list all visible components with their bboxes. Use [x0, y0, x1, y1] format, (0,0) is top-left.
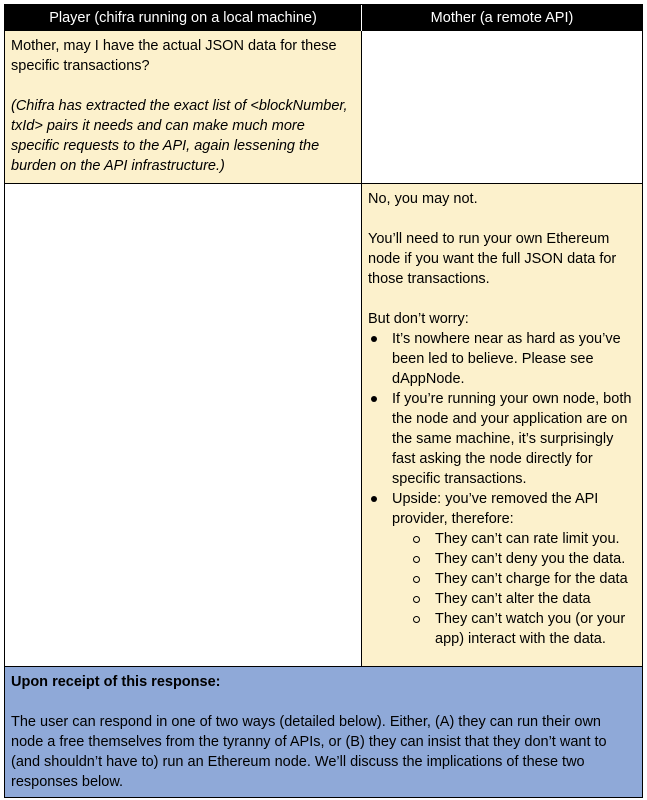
list-item: It’s nowhere near as hard as you’ve been led to believe. Please see dAppNode. — [392, 331, 621, 387]
mother-reassure-text: But don’t worry: — [368, 311, 469, 327]
response-summary-cell — [5, 667, 642, 797]
sub-list-item: They can’t alter the data — [435, 591, 591, 607]
upside-sublist — [392, 529, 636, 649]
player-request-text: Mother, may I have the actual JSON data for these specific transactions? — [11, 38, 337, 74]
column-divider — [361, 31, 362, 666]
list-item: Upside: you’ve removed the API provider, therefore: They can’t can rate limit you. They can’t deny you the data. They can’t charge for the data They can’t alter the data They can’t watch you (or your app) interact with the data. — [368, 489, 636, 649]
player-request-cell — [5, 31, 361, 183]
summary-heading: Upon receipt of this response: — [11, 674, 221, 690]
sub-list-item: They can’t charge for the data — [435, 571, 628, 587]
dialogue-table — [4, 4, 643, 798]
row-divider — [5, 183, 642, 184]
sub-list-item: They can’t watch you (or your app) interact with the data. — [435, 611, 626, 647]
player-note-text: (Chifra has extracted the exact list of <blockNumber, txId> pairs it needs and can make much more specific requests to the API, again lessening the burden on the API infrastructure.) — [11, 98, 348, 174]
summary-body: The user can respond in one of two ways (detailed below). Either, (A) they can run their own node a free themselves from the tyranny of APIs, or (B) they can insist that they don’t want to (and shouldn’t have to) run an Ethereum node. We’ll discuss the implications of these two responses below. — [11, 714, 607, 790]
mother-empty-cell — [362, 31, 642, 183]
header-mother: Mother (a remote API) — [362, 5, 642, 31]
mother-response-cell — [362, 184, 642, 666]
mother-explain-text: You’ll need to run your own Ethereum node if you want the full JSON data for those transactions. — [368, 231, 617, 287]
list-item: If you’re running your own node, both the node and your application are on the same machine, it’s surprisingly fast asking the node directly for specific transactions. — [392, 391, 632, 487]
sub-list-item: They can’t can rate limit you. — [435, 531, 620, 547]
player-empty-cell — [5, 184, 361, 666]
header-player: Player (chifra running on a local machine) — [5, 5, 361, 31]
mother-reply-text: No, you may not. — [368, 191, 478, 207]
reasons-list — [368, 329, 636, 649]
sub-list-item: They can’t deny you the data. — [435, 551, 626, 567]
